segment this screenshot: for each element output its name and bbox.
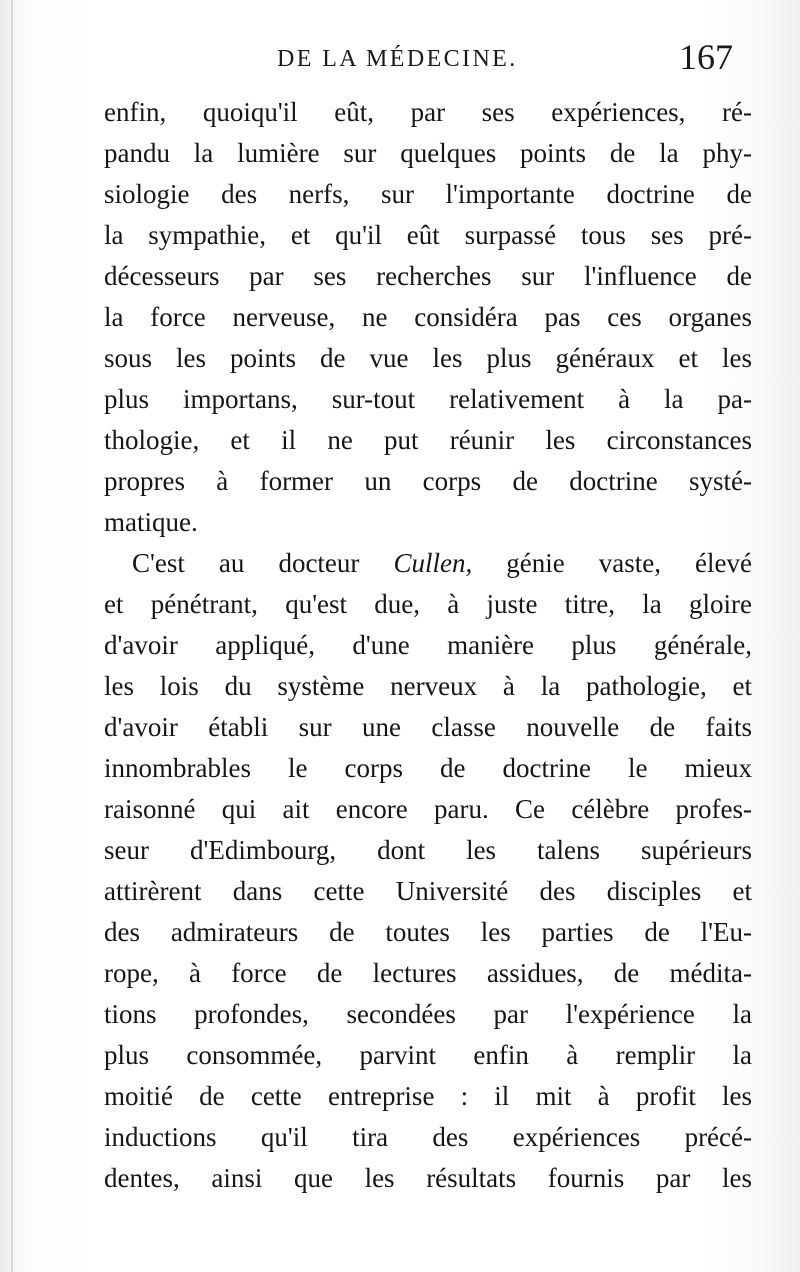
text-line: attirèrent dans cette Université des disciples et bbox=[104, 876, 752, 906]
paragraph-1 bbox=[104, 92, 752, 543]
body-text bbox=[104, 92, 752, 1199]
text-line: des admirateurs de toutes les parties de l'Eu- bbox=[104, 917, 752, 947]
text-line: propres à former un corps de doctrine systé- bbox=[104, 466, 752, 496]
text-line: dentes, ainsi que les résultats fournis par les bbox=[104, 1163, 752, 1193]
text-line: siologie des nerfs, sur l'importante doctrine de bbox=[104, 179, 752, 209]
text-line: inductions qu'il tira des expériences précé- bbox=[104, 1122, 752, 1152]
page-header bbox=[0, 37, 800, 88]
text-line: la sympathie, et qu'il eût surpassé tous ses pré- bbox=[104, 220, 752, 250]
text-line: pandu la lumière sur quelques points de la phy- bbox=[104, 138, 752, 168]
text-line: d'avoir appliqué, d'une manière plus générale, bbox=[104, 630, 752, 660]
text-run: génie vaste, élevé bbox=[472, 548, 752, 578]
text-line: sous les points de vue les plus généraux et les bbox=[104, 343, 752, 373]
text-line: tions profondes, secondées par l'expérience la bbox=[104, 999, 752, 1029]
page-gutter-edge bbox=[11, 0, 13, 1272]
author-name-italic: Cullen, bbox=[393, 548, 473, 578]
text-line: la force nerveuse, ne considéra pas ces organes bbox=[104, 302, 752, 332]
text-line: seur d'Edimbourg, dont les talens supérieurs bbox=[104, 835, 752, 865]
text-line: et pénétrant, qu'est due, à juste titre, la gloire bbox=[104, 589, 752, 619]
text-run: C'est au docteur bbox=[132, 548, 394, 578]
text-line: plus consommée, parvint enfin à remplir la bbox=[104, 1040, 752, 1070]
text-line: matique. bbox=[104, 507, 198, 537]
text-line: décesseurs par ses recherches sur l'influence de bbox=[104, 261, 752, 291]
running-title: DE LA MÉDECINE. bbox=[277, 46, 518, 72]
text-line: d'avoir établi sur une classe nouvelle de faits bbox=[104, 712, 752, 742]
paragraph-2 bbox=[104, 543, 752, 1199]
text-line: plus importans, sur-tout relativement à la pa- bbox=[104, 384, 752, 414]
text-line: raisonné qui ait encore paru. Ce célèbre profes- bbox=[104, 794, 752, 824]
text-line: thologie, et il ne put réunir les circonstances bbox=[104, 425, 752, 455]
text-line: enfin, quoiqu'il eût, par ses expériences, ré- bbox=[104, 97, 752, 127]
text-line: moitié de cette entreprise : il mit à profit les bbox=[104, 1081, 752, 1111]
text-line bbox=[104, 543, 752, 584]
page-number: 167 bbox=[679, 37, 733, 77]
text-line: les lois du système nerveux à la pathologie, et bbox=[104, 671, 752, 701]
text-line: rope, à force de lectures assidues, de médita- bbox=[104, 958, 752, 988]
text-line: innombrables le corps de doctrine le mieux bbox=[104, 753, 752, 783]
